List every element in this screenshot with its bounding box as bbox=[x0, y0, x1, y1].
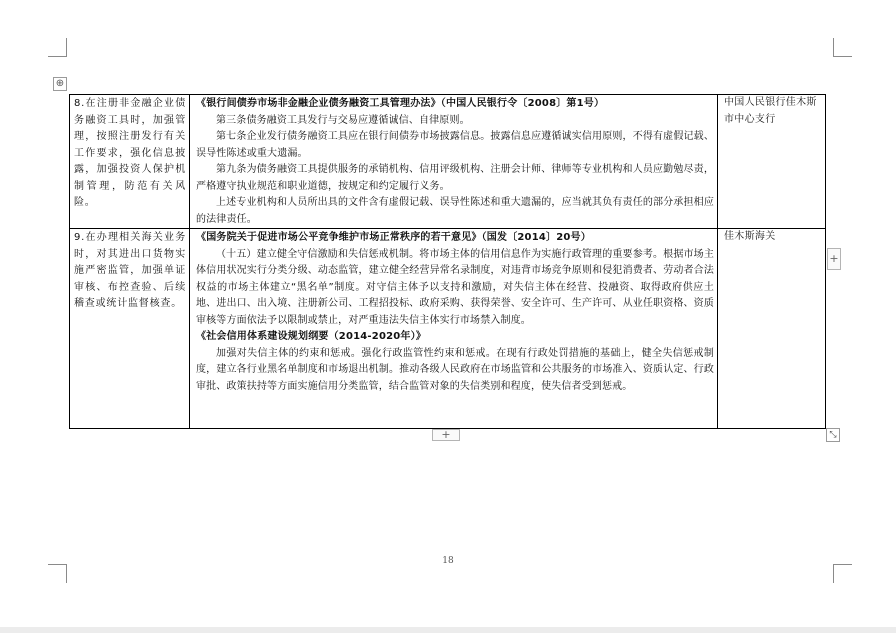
department-cell[interactable] bbox=[718, 95, 826, 229]
margin-mark-bottom-left bbox=[48, 564, 67, 583]
law-title: 《银行间债券市场非金融企业债务融资工具管理办法》（中国人民银行令〔2008〕第1号） bbox=[196, 98, 605, 109]
department-cell[interactable] bbox=[718, 229, 826, 429]
law-paragraph: 加强对失信主体的约束和惩戒。强化行政监管性约束和惩戒。在现有行政处罚措施的基础上，健全失信惩戒制度，建立各行业黑名单制度和市场退出机制。推动各级人民政府在市场监管和公共服务的市场准入、资质认定、行政审批、政策扶持等方面实施信用分类监管，结合监管对象的失信类别和程度，使失信者受到惩戒。 bbox=[196, 347, 714, 392]
document-table bbox=[69, 94, 826, 429]
department-text: 佳木斯海关 bbox=[724, 231, 776, 242]
law-paragraph: 上述专业机构和人员所出具的文件含有虚假记载、误导性陈述和重大遗漏的，应当就其负有责任的部分承担相应的法律责任。 bbox=[196, 197, 714, 225]
task-cell[interactable] bbox=[70, 229, 190, 429]
add-column-button[interactable]: + bbox=[827, 248, 841, 270]
add-row-button[interactable]: + bbox=[432, 429, 460, 441]
law-paragraph: 第九条为债务融资工具提供服务的承销机构、信用评级机构、注册会计师、律师等专业机构和人员应勤勉尽责，严格遵守执业规范和职业道德，按规定和约定履行义务。 bbox=[196, 164, 714, 192]
law-title: 《国务院关于促进市场公平竞争维护市场正常秩序的若干意见》（国发〔2014〕20号） bbox=[196, 232, 591, 243]
table-row bbox=[70, 95, 826, 229]
law-title: 《社会信用体系建设规划纲要（2014-2020年）》 bbox=[196, 331, 427, 342]
basis-cell[interactable] bbox=[190, 229, 718, 429]
task-cell[interactable] bbox=[70, 95, 190, 229]
table-resize-handle-icon[interactable]: ⤡ bbox=[826, 428, 840, 442]
task-text: 9.在办理相关海关业务时，对其进出口货物实施严密监管，加强单证审核、布控查验、后续稽查或统计监督核查。 bbox=[74, 232, 186, 309]
task-text: 8.在注册非金融企业债务融资工具时，加强管理，按照注册发行有关工作要求，强化信息披露，加强投资人保护机制管理，防范有关风险。 bbox=[74, 98, 186, 208]
margin-mark-top-right bbox=[833, 38, 852, 57]
table-move-handle-icon[interactable]: ⊕ bbox=[53, 77, 67, 91]
law-paragraph: （十五）建立健全守信激励和失信惩戒机制。将市场主体的信用信息作为实施行政管理的重要参考。根据市场主体信用状况实行分类分级、动态监管，建立健全经营异常名录制度，对违背市场竞争原则和侵犯消费者、劳动者合法权益的市场主体建立“黑名单”制度。对守信主体予以支持和激励，对失信主体在经营、投融资、取得政府供应土地、进出口、出入境、注册新公司、工程招投标、政府采购、获得荣誉、安全许可、生产许可、从业任职资格、资质审核等方面依法予以限制或禁止，对严重违法失信主体实行市场禁入制度。 bbox=[196, 248, 714, 326]
page-number: 18 bbox=[442, 556, 454, 566]
basis-cell[interactable] bbox=[190, 95, 718, 229]
law-paragraph: 第三条债务融资工具发行与交易应遵循诚信、自律原则。 bbox=[216, 114, 470, 126]
table-row bbox=[70, 229, 826, 429]
window-bottom-strip bbox=[0, 627, 896, 633]
margin-mark-top-left bbox=[48, 38, 67, 57]
department-text: 中国人民银行佳木斯市中心支行 bbox=[724, 97, 817, 125]
margin-mark-bottom-right bbox=[833, 564, 852, 583]
law-paragraph: 第七条企业发行债务融资工具应在银行间债券市场披露信息。披露信息应遵循诚实信用原则，不得有虚假记载、误导性陈述或重大遗漏。 bbox=[196, 131, 714, 159]
